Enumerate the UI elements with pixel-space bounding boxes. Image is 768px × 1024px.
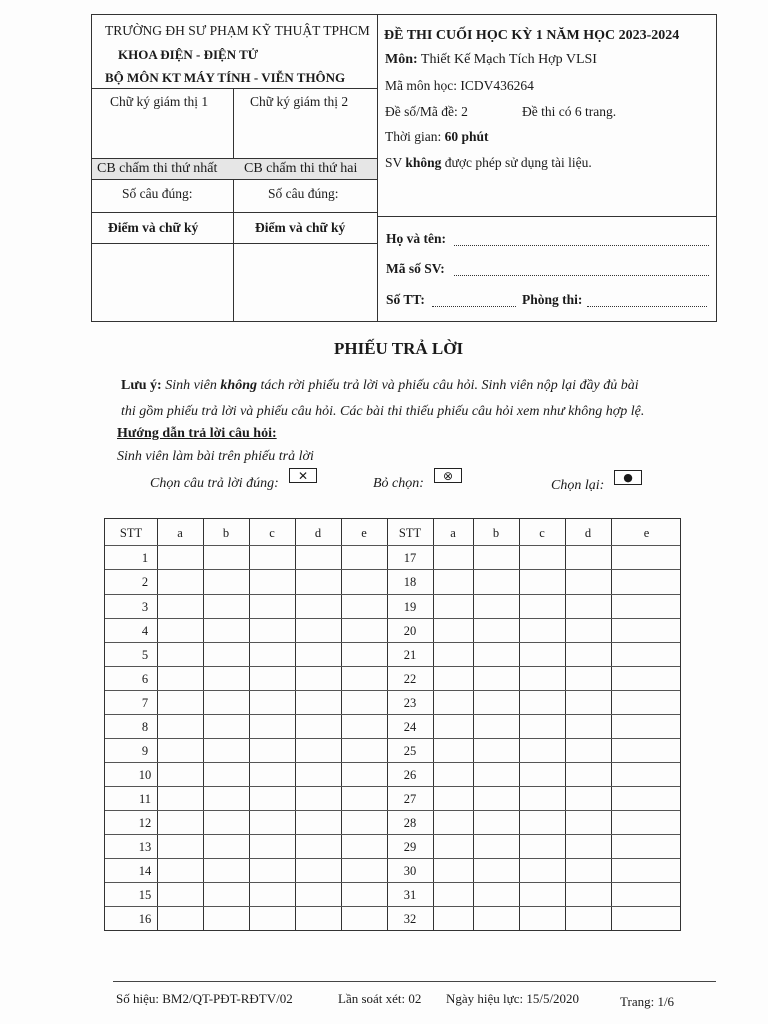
answer-cell[interactable] — [203, 642, 249, 666]
answer-cell[interactable] — [433, 762, 473, 786]
question-number: 2 — [141, 575, 149, 589]
header-option-e: e — [361, 526, 367, 540]
answer-cell[interactable] — [203, 545, 249, 569]
correct1-label: Số câu đúng: — [122, 186, 193, 201]
question-number: 21 — [403, 648, 417, 662]
answer-cell[interactable] — [433, 858, 473, 882]
rechoose-mark: ● — [623, 471, 633, 484]
answer-cell[interactable] — [341, 618, 387, 642]
answer-cell[interactable] — [203, 594, 249, 618]
answer-cell[interactable] — [295, 762, 341, 786]
answer-cell[interactable] — [473, 569, 519, 594]
header-option-d: d — [314, 526, 322, 540]
answer-cell[interactable] — [433, 545, 473, 569]
question-number: 20 — [403, 624, 417, 638]
question-number: 32 — [403, 912, 417, 926]
answer-cell[interactable] — [295, 858, 341, 882]
answer-cell[interactable] — [473, 786, 519, 810]
question-number: 19 — [403, 600, 417, 614]
answer-cell[interactable] — [473, 906, 519, 930]
answer-cell[interactable] — [565, 882, 611, 906]
answer-cell[interactable] — [341, 666, 387, 690]
answer-cell[interactable] — [203, 714, 249, 738]
answer-cell[interactable] — [341, 569, 387, 594]
answer-cell[interactable] — [249, 666, 295, 690]
answer-cell[interactable] — [473, 738, 519, 762]
question-number: 3 — [141, 600, 149, 614]
answer-cell[interactable] — [203, 666, 249, 690]
answer-cell[interactable] — [203, 762, 249, 786]
faculty-name: KHOA ĐIỆN - ĐIỆN TỬ — [118, 47, 259, 62]
answer-cell[interactable] — [433, 594, 473, 618]
answer-cell[interactable] — [249, 690, 295, 714]
answer-cell[interactable] — [341, 594, 387, 618]
answer-cell[interactable] — [249, 882, 295, 906]
answer-cell[interactable] — [565, 569, 611, 594]
header-left-h1 — [91, 88, 377, 89]
header-stt: STT — [398, 526, 422, 540]
question-number: 25 — [403, 744, 417, 758]
answer-cell[interactable] — [433, 569, 473, 594]
proctor2-label: Chữ ký giám thị 2 — [250, 94, 349, 109]
answer-cell[interactable] — [157, 810, 203, 834]
department-name: BỘ MÔN KT MÁY TÍNH - VIỄN THÔNG — [105, 70, 346, 85]
answer-cell[interactable] — [611, 569, 682, 594]
answer-cell[interactable] — [157, 858, 203, 882]
answer-cell[interactable] — [519, 642, 565, 666]
course-code: Mã môn học: ICDV436264 — [385, 78, 534, 93]
subject-line — [385, 53, 597, 67]
answer-cell[interactable] — [341, 762, 387, 786]
answer-cell[interactable] — [203, 834, 249, 858]
note-text-b: tách rời phiếu trả lời và phiếu câu hỏi. Sinh viên nộp lại đầy đủ bài — [260, 378, 639, 393]
answer-cell[interactable] — [433, 690, 473, 714]
room-label: Phòng thi: — [522, 292, 583, 307]
question-number: 9 — [141, 744, 149, 758]
materials-bold: không — [405, 155, 442, 170]
note-bold: không — [220, 378, 257, 393]
student-id-label: Mã số SV: — [386, 261, 445, 276]
footer-revision: Lần soát xét: 02 — [338, 991, 422, 1006]
answer-cell[interactable] — [519, 834, 565, 858]
answer-cell[interactable] — [295, 834, 341, 858]
answer-cell[interactable] — [341, 738, 387, 762]
footer-doc-code: Số hiệu: BM2/QT-PĐT-RĐTV/02 — [116, 991, 293, 1006]
answer-cell[interactable] — [519, 762, 565, 786]
answer-cell[interactable] — [611, 642, 682, 666]
answer-cell[interactable] — [611, 786, 682, 810]
answer-cell[interactable] — [519, 618, 565, 642]
question-number: 31 — [403, 888, 417, 902]
answer-cell[interactable] — [565, 858, 611, 882]
question-number: 14 — [138, 864, 152, 878]
question-number: 7 — [141, 696, 149, 710]
answer-cell[interactable] — [519, 882, 565, 906]
exam-number: Đề số/Mã đề: 2 — [385, 104, 468, 119]
answer-cell[interactable] — [341, 690, 387, 714]
answer-cell[interactable] — [249, 786, 295, 810]
question-number: 16 — [138, 912, 152, 926]
answer-cell[interactable] — [433, 714, 473, 738]
answer-cell[interactable] — [611, 738, 682, 762]
page-count: Đề thi có 6 trang. — [522, 104, 617, 119]
question-number: 6 — [141, 672, 149, 686]
materials-line — [385, 156, 592, 170]
answer-cell[interactable] — [433, 906, 473, 930]
header-option-e: e — [643, 526, 650, 540]
question-number: 30 — [403, 864, 417, 878]
question-number: 17 — [403, 551, 417, 565]
header-option-b: b — [222, 526, 230, 540]
note-text-a: Sinh viên — [165, 378, 217, 393]
time-label: Thời gian: — [385, 129, 442, 144]
answer-cell[interactable] — [249, 642, 295, 666]
answer-cell[interactable] — [473, 810, 519, 834]
answer-cell[interactable] — [433, 786, 473, 810]
answer-cell[interactable] — [157, 690, 203, 714]
answer-cell[interactable] — [341, 786, 387, 810]
name-label: Họ và tên: — [386, 231, 446, 246]
score2-label: Điểm và chữ ký — [255, 220, 346, 235]
answer-cell[interactable] — [203, 618, 249, 642]
guide-title: Hướng dẫn trả lời câu hỏi: — [117, 426, 277, 441]
answer-cell[interactable] — [473, 545, 519, 569]
answer-cell[interactable] — [611, 618, 682, 642]
grader1-label: CB chấm thi thứ nhất — [97, 161, 218, 176]
answer-cell[interactable] — [341, 858, 387, 882]
cancel-mark-icon — [434, 468, 462, 483]
proctor1-label: Chữ ký giám thị 1 — [110, 94, 209, 109]
answer-cell[interactable] — [473, 594, 519, 618]
question-number: 11 — [138, 792, 152, 806]
answer-cell[interactable] — [565, 690, 611, 714]
answer-cell[interactable] — [295, 906, 341, 930]
answer-cell[interactable] — [341, 810, 387, 834]
answer-cell[interactable] — [519, 714, 565, 738]
rechoose-mark-icon — [614, 470, 642, 485]
seq-label: Số TT: — [386, 292, 425, 307]
answer-cell[interactable] — [565, 906, 611, 930]
answer-cell[interactable] — [341, 642, 387, 666]
question-number: 4 — [141, 624, 149, 638]
answer-cell[interactable] — [295, 594, 341, 618]
score1-label: Điểm và chữ ký — [108, 220, 199, 235]
sheet-title: PHIẾU TRẢ LỜI — [334, 339, 464, 358]
answer-cell[interactable] — [519, 666, 565, 690]
answer-cell[interactable] — [433, 810, 473, 834]
question-number: 13 — [138, 840, 152, 854]
answer-cell[interactable] — [157, 738, 203, 762]
answer-cell[interactable] — [203, 810, 249, 834]
answer-cell[interactable] — [611, 834, 682, 858]
answer-cell[interactable] — [157, 618, 203, 642]
answer-cell[interactable] — [565, 786, 611, 810]
header-left-h5 — [91, 243, 377, 244]
materials-pre: SV — [385, 155, 403, 170]
header-option-a: a — [450, 526, 456, 540]
question-number: 29 — [403, 840, 417, 854]
header-left-h3 — [91, 179, 377, 180]
answer-cell[interactable] — [611, 762, 682, 786]
answer-cell[interactable] — [611, 666, 682, 690]
question-number: 1 — [141, 551, 149, 565]
answer-cell[interactable] — [473, 714, 519, 738]
answer-cell[interactable] — [157, 545, 203, 569]
answer-cell[interactable] — [157, 834, 203, 858]
answer-cell[interactable] — [249, 810, 295, 834]
subject-value: Thiết Kế Mạch Tích Hợp VLSI — [420, 52, 597, 67]
choose-mark: ✕ — [297, 469, 309, 483]
question-number: 22 — [403, 672, 417, 686]
answer-cell[interactable] — [519, 569, 565, 594]
name-field[interactable] — [454, 233, 709, 246]
answer-cell[interactable] — [157, 786, 203, 810]
answer-cell[interactable] — [203, 690, 249, 714]
room-field[interactable] — [587, 294, 707, 307]
question-number: 12 — [138, 816, 152, 830]
answer-cell[interactable] — [295, 545, 341, 569]
correct2-label: Số câu đúng: — [268, 186, 339, 201]
answer-cell[interactable] — [433, 834, 473, 858]
answer-cell[interactable] — [565, 618, 611, 642]
exam-title: ĐỀ THI CUỐI HỌC KỲ 1 NĂM HỌC 2023-2024 — [384, 28, 680, 43]
answer-cell[interactable] — [249, 762, 295, 786]
question-number: 15 — [138, 888, 152, 902]
answer-cell[interactable] — [341, 906, 387, 930]
school-name: TRƯỜNG ĐH SƯ PHẠM KỸ THUẬT TPHCM — [105, 23, 370, 38]
answer-cell[interactable] — [295, 738, 341, 762]
answer-cell[interactable] — [157, 642, 203, 666]
footer-effective: Ngày hiệu lực: 15/5/2020 — [446, 991, 580, 1006]
answer-cell[interactable] — [433, 666, 473, 690]
answer-cell[interactable] — [341, 834, 387, 858]
header-divider-vertical — [377, 14, 378, 322]
header-divider-right-h — [377, 216, 717, 217]
answer-cell[interactable] — [565, 834, 611, 858]
answer-cell[interactable] — [519, 545, 565, 569]
answer-cell[interactable] — [157, 666, 203, 690]
answer-cell[interactable] — [565, 810, 611, 834]
answer-cell[interactable] — [249, 858, 295, 882]
subject-label: Môn: — [385, 52, 418, 67]
header-option-a: a — [177, 526, 183, 540]
answer-cell[interactable] — [249, 594, 295, 618]
footer-page: Trang: 1/6 — [620, 994, 675, 1009]
question-number: 8 — [141, 720, 149, 734]
answer-cell[interactable] — [611, 545, 682, 569]
answer-cell[interactable] — [249, 906, 295, 930]
answer-cell[interactable] — [157, 569, 203, 594]
question-number: 24 — [403, 720, 417, 734]
answer-cell[interactable] — [473, 690, 519, 714]
answer-cell[interactable] — [295, 810, 341, 834]
header-option-b: b — [492, 526, 500, 540]
answer-cell[interactable] — [565, 594, 611, 618]
answer-cell[interactable] — [203, 882, 249, 906]
answer-cell[interactable] — [295, 642, 341, 666]
answer-cell[interactable] — [473, 882, 519, 906]
answer-cell[interactable] — [157, 594, 203, 618]
answer-cell[interactable] — [611, 690, 682, 714]
note-line2: thi gồm phiếu trả lời và phiếu câu hỏi. Các bài thi thiếu phiếu câu hỏi xem như không hợp lệ. — [121, 404, 645, 419]
answer-cell[interactable] — [157, 762, 203, 786]
answer-cell[interactable] — [249, 569, 295, 594]
answer-cell[interactable] — [565, 666, 611, 690]
answer-cell[interactable] — [519, 786, 565, 810]
note-line1 — [121, 379, 639, 393]
answer-cell[interactable] — [295, 882, 341, 906]
answer-cell[interactable] — [611, 594, 682, 618]
materials-post: được phép sử dụng tài liệu. — [444, 155, 592, 170]
answer-cell[interactable] — [473, 642, 519, 666]
header-option-c: c — [269, 526, 275, 540]
answer-cell[interactable] — [341, 545, 387, 569]
answer-cell[interactable] — [203, 906, 249, 930]
time-line — [385, 130, 489, 144]
answer-cell[interactable] — [295, 690, 341, 714]
question-number: 27 — [403, 792, 417, 806]
answer-cell[interactable] — [249, 834, 295, 858]
header-stt: STT — [119, 526, 143, 540]
question-number: 10 — [138, 768, 152, 782]
footer-rule — [113, 981, 716, 982]
answer-cell[interactable] — [473, 834, 519, 858]
answer-cell[interactable] — [565, 642, 611, 666]
header-left-mid-v — [233, 88, 234, 322]
answer-cell[interactable] — [433, 738, 473, 762]
answer-cell[interactable] — [157, 906, 203, 930]
answer-cell[interactable] — [295, 714, 341, 738]
answer-cell[interactable] — [519, 810, 565, 834]
answer-cell[interactable] — [519, 858, 565, 882]
answer-cell[interactable] — [433, 618, 473, 642]
rechoose-label: Chọn lại: — [551, 478, 605, 493]
answer-cell[interactable] — [157, 714, 203, 738]
question-number: 23 — [403, 696, 417, 710]
time-value: 60 phút — [444, 129, 489, 144]
answer-cell[interactable] — [295, 666, 341, 690]
seq-field[interactable] — [432, 294, 516, 307]
answer-cell[interactable] — [249, 618, 295, 642]
answer-cell[interactable] — [249, 714, 295, 738]
answer-cell[interactable] — [295, 618, 341, 642]
answer-cell[interactable] — [565, 762, 611, 786]
answer-cell[interactable] — [565, 714, 611, 738]
answer-cell[interactable] — [473, 666, 519, 690]
answer-cell[interactable] — [611, 714, 682, 738]
answer-cell[interactable] — [611, 906, 682, 930]
guide-text: Sinh viên làm bài trên phiếu trả lời — [117, 449, 314, 464]
answer-cell[interactable] — [611, 810, 682, 834]
answer-cell[interactable] — [433, 642, 473, 666]
question-number: 28 — [403, 816, 417, 830]
question-number: 5 — [141, 648, 149, 662]
answer-cell[interactable] — [611, 858, 682, 882]
choose-mark-icon — [289, 468, 317, 483]
answer-cell[interactable] — [341, 882, 387, 906]
answer-cell[interactable] — [295, 569, 341, 594]
answer-cell[interactable] — [473, 618, 519, 642]
answer-cell[interactable] — [565, 738, 611, 762]
answer-cell[interactable] — [249, 738, 295, 762]
answer-cell[interactable] — [519, 738, 565, 762]
header-left-h4 — [91, 212, 377, 213]
answer-cell[interactable] — [157, 882, 203, 906]
answer-cell[interactable] — [565, 545, 611, 569]
answer-cell[interactable] — [519, 906, 565, 930]
header-option-c: c — [539, 526, 545, 540]
student-id-field[interactable] — [454, 263, 709, 276]
note-label: Lưu ý: — [121, 378, 162, 393]
grader2-label: CB chấm thi thứ hai — [244, 161, 358, 176]
cancel-label: Bỏ chọn: — [373, 476, 424, 491]
answer-cell[interactable] — [249, 545, 295, 569]
answer-cell[interactable] — [433, 882, 473, 906]
answer-cell[interactable] — [611, 882, 682, 906]
question-number: 18 — [403, 575, 417, 589]
answer-grid — [104, 518, 681, 931]
answer-cell[interactable] — [473, 762, 519, 786]
question-number: 26 — [403, 768, 417, 782]
answer-cell[interactable] — [341, 714, 387, 738]
cancel-mark: ⊗ — [442, 469, 454, 483]
answer-cell[interactable] — [203, 858, 249, 882]
choose-label: Chọn câu trả lời đúng: — [150, 476, 279, 491]
header-option-d: d — [584, 526, 592, 540]
answer-cell[interactable] — [295, 786, 341, 810]
answer-cell[interactable] — [203, 569, 249, 594]
answer-cell[interactable] — [519, 690, 565, 714]
answer-cell[interactable] — [473, 858, 519, 882]
answer-cell[interactable] — [203, 786, 249, 810]
answer-cell[interactable] — [203, 738, 249, 762]
answer-cell[interactable] — [519, 594, 565, 618]
